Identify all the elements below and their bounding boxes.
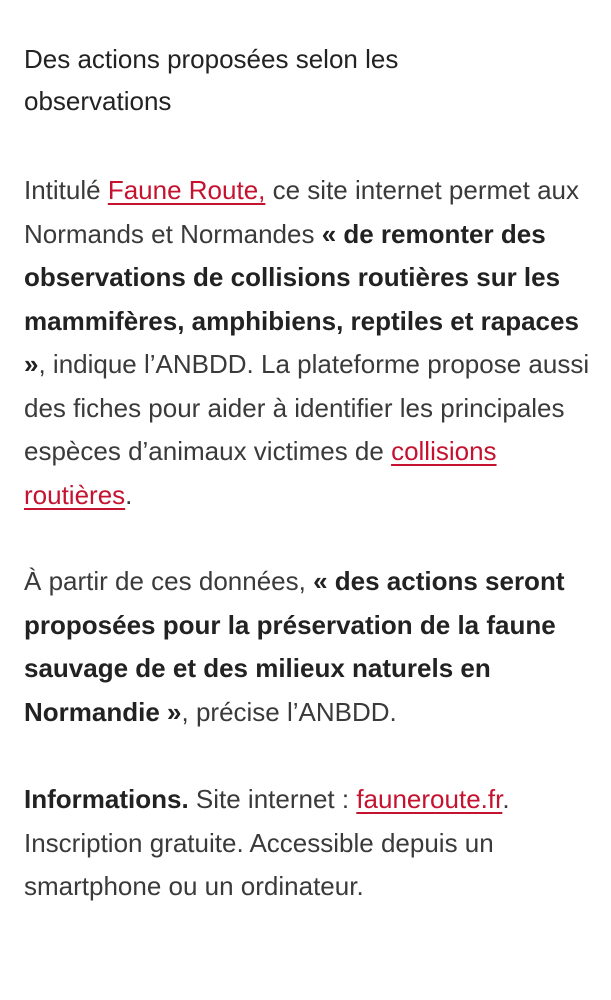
paragraph-faune-route bbox=[24, 169, 591, 517]
collisions-routieres-link[interactable]: collisions routières bbox=[24, 436, 497, 510]
text-precise-anbdd: , précise l’ANBDD. bbox=[181, 696, 397, 727]
faune-route-link[interactable]: Faune Route, bbox=[107, 175, 266, 205]
informations-label: Informations. bbox=[24, 784, 189, 814]
paragraph-informations bbox=[24, 778, 591, 909]
text-inscription: . Inscription gratuite. Accessible depuis un smartphone ou un ordinateur. bbox=[24, 784, 510, 901]
paragraph-actions bbox=[24, 560, 591, 734]
quote-actions-proposees: « des actions seront proposées pour la préservation de la faune sauvage de et des milieux naturels en Normandie » bbox=[24, 566, 565, 727]
text-a-partir: À partir de ces données, bbox=[24, 566, 314, 596]
text-site-internet: ce site internet permet aux Normands et Normandes bbox=[24, 175, 579, 249]
section-heading: Des actions proposées selon les observations bbox=[24, 44, 399, 116]
quote-remonter-observations: « de remonter des observations de collisions routières sur les mammifères, amphibiens, reptiles et rapaces » bbox=[24, 218, 579, 379]
text-intitule: Intitulé bbox=[24, 175, 108, 205]
text-period: . bbox=[125, 479, 133, 510]
text-site-internet-label: Site internet : bbox=[188, 784, 357, 814]
fauneroute-fr-link[interactable]: fauneroute.fr bbox=[356, 784, 503, 814]
text-indique-anbdd: , indique l’ANBDD. La plateforme propose aussi des fiches pour aider à identifier les principales espèces d’animaux victimes de bbox=[24, 349, 590, 466]
